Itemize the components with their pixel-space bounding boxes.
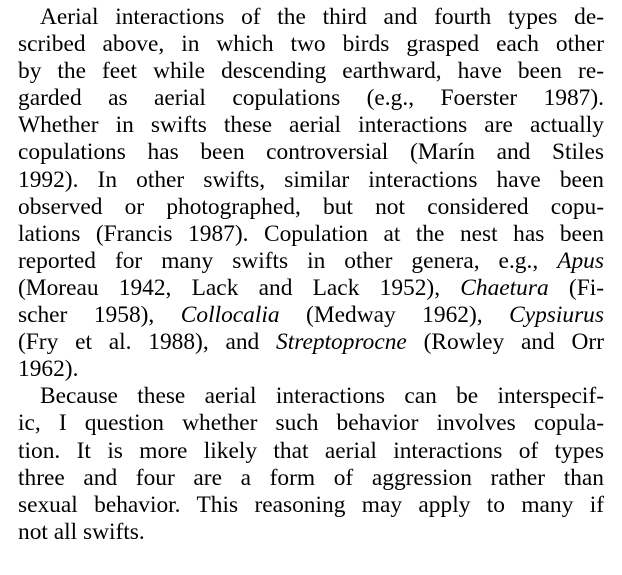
text-line: scribed above, in which two birds grasped each other <box>18 31 604 58</box>
text-segment: (Rowley and Orr <box>406 329 604 356</box>
text-line: three and four are a form of aggression rather than <box>18 464 604 491</box>
text-line: sexual behavior. This reasoning may apply to many if <box>18 491 604 518</box>
text-line: copulations has been controversial (Marín and Stiles <box>18 139 604 166</box>
genus-name: Cypsiurus <box>509 302 604 329</box>
text-line: Whether in swifts these aerial interactions are actually <box>18 112 604 139</box>
paragraph-1 <box>18 4 604 383</box>
text-segment: (Moreau 1942, Lack and Lack 1952), <box>18 274 461 301</box>
text-line: by the feet while descending earthward, have been re- <box>18 58 604 85</box>
document-body <box>18 4 604 546</box>
text-segment: (Fry et al. 1988), and <box>18 329 277 356</box>
genus-name: Collocalia <box>180 302 280 329</box>
text-line: Aerial interactions of the third and fourth types de- <box>40 4 604 30</box>
text-line: Because these aerial interactions can be interspecif- <box>40 383 604 410</box>
text-line: tion. It is more likely that aerial interactions of types <box>18 437 604 464</box>
text-line: observed or photographed, but not considered copu- <box>18 193 604 220</box>
text-segment: scher 1958), <box>18 302 181 329</box>
genus-name: Streptoprocne <box>276 329 407 356</box>
text-line: not all swifts. <box>18 518 145 545</box>
text-segment: (Medway 1962), <box>279 302 510 329</box>
text-line <box>18 302 604 329</box>
text-line <box>18 275 604 302</box>
text-line: lations (Francis 1987). Copulation at the nest has been <box>18 220 604 247</box>
text-line: garded as aerial copulations (e.g., Foerster 1987). <box>18 85 604 112</box>
text-segment: reported for many swifts in other genera, e.g., <box>18 247 558 274</box>
text-segment: (Fi- <box>548 274 604 301</box>
genus-name: Apus <box>557 247 604 274</box>
text-line: 1962). <box>18 356 79 383</box>
text-line <box>18 248 604 275</box>
text-line: ic, I question whether such behavior involves copula- <box>18 410 604 437</box>
paragraph-2 <box>18 383 604 546</box>
text-line: 1992). In other swifts, similar interactions have been <box>18 166 604 193</box>
genus-name: Chaetura <box>460 274 549 301</box>
text-line <box>18 329 604 356</box>
